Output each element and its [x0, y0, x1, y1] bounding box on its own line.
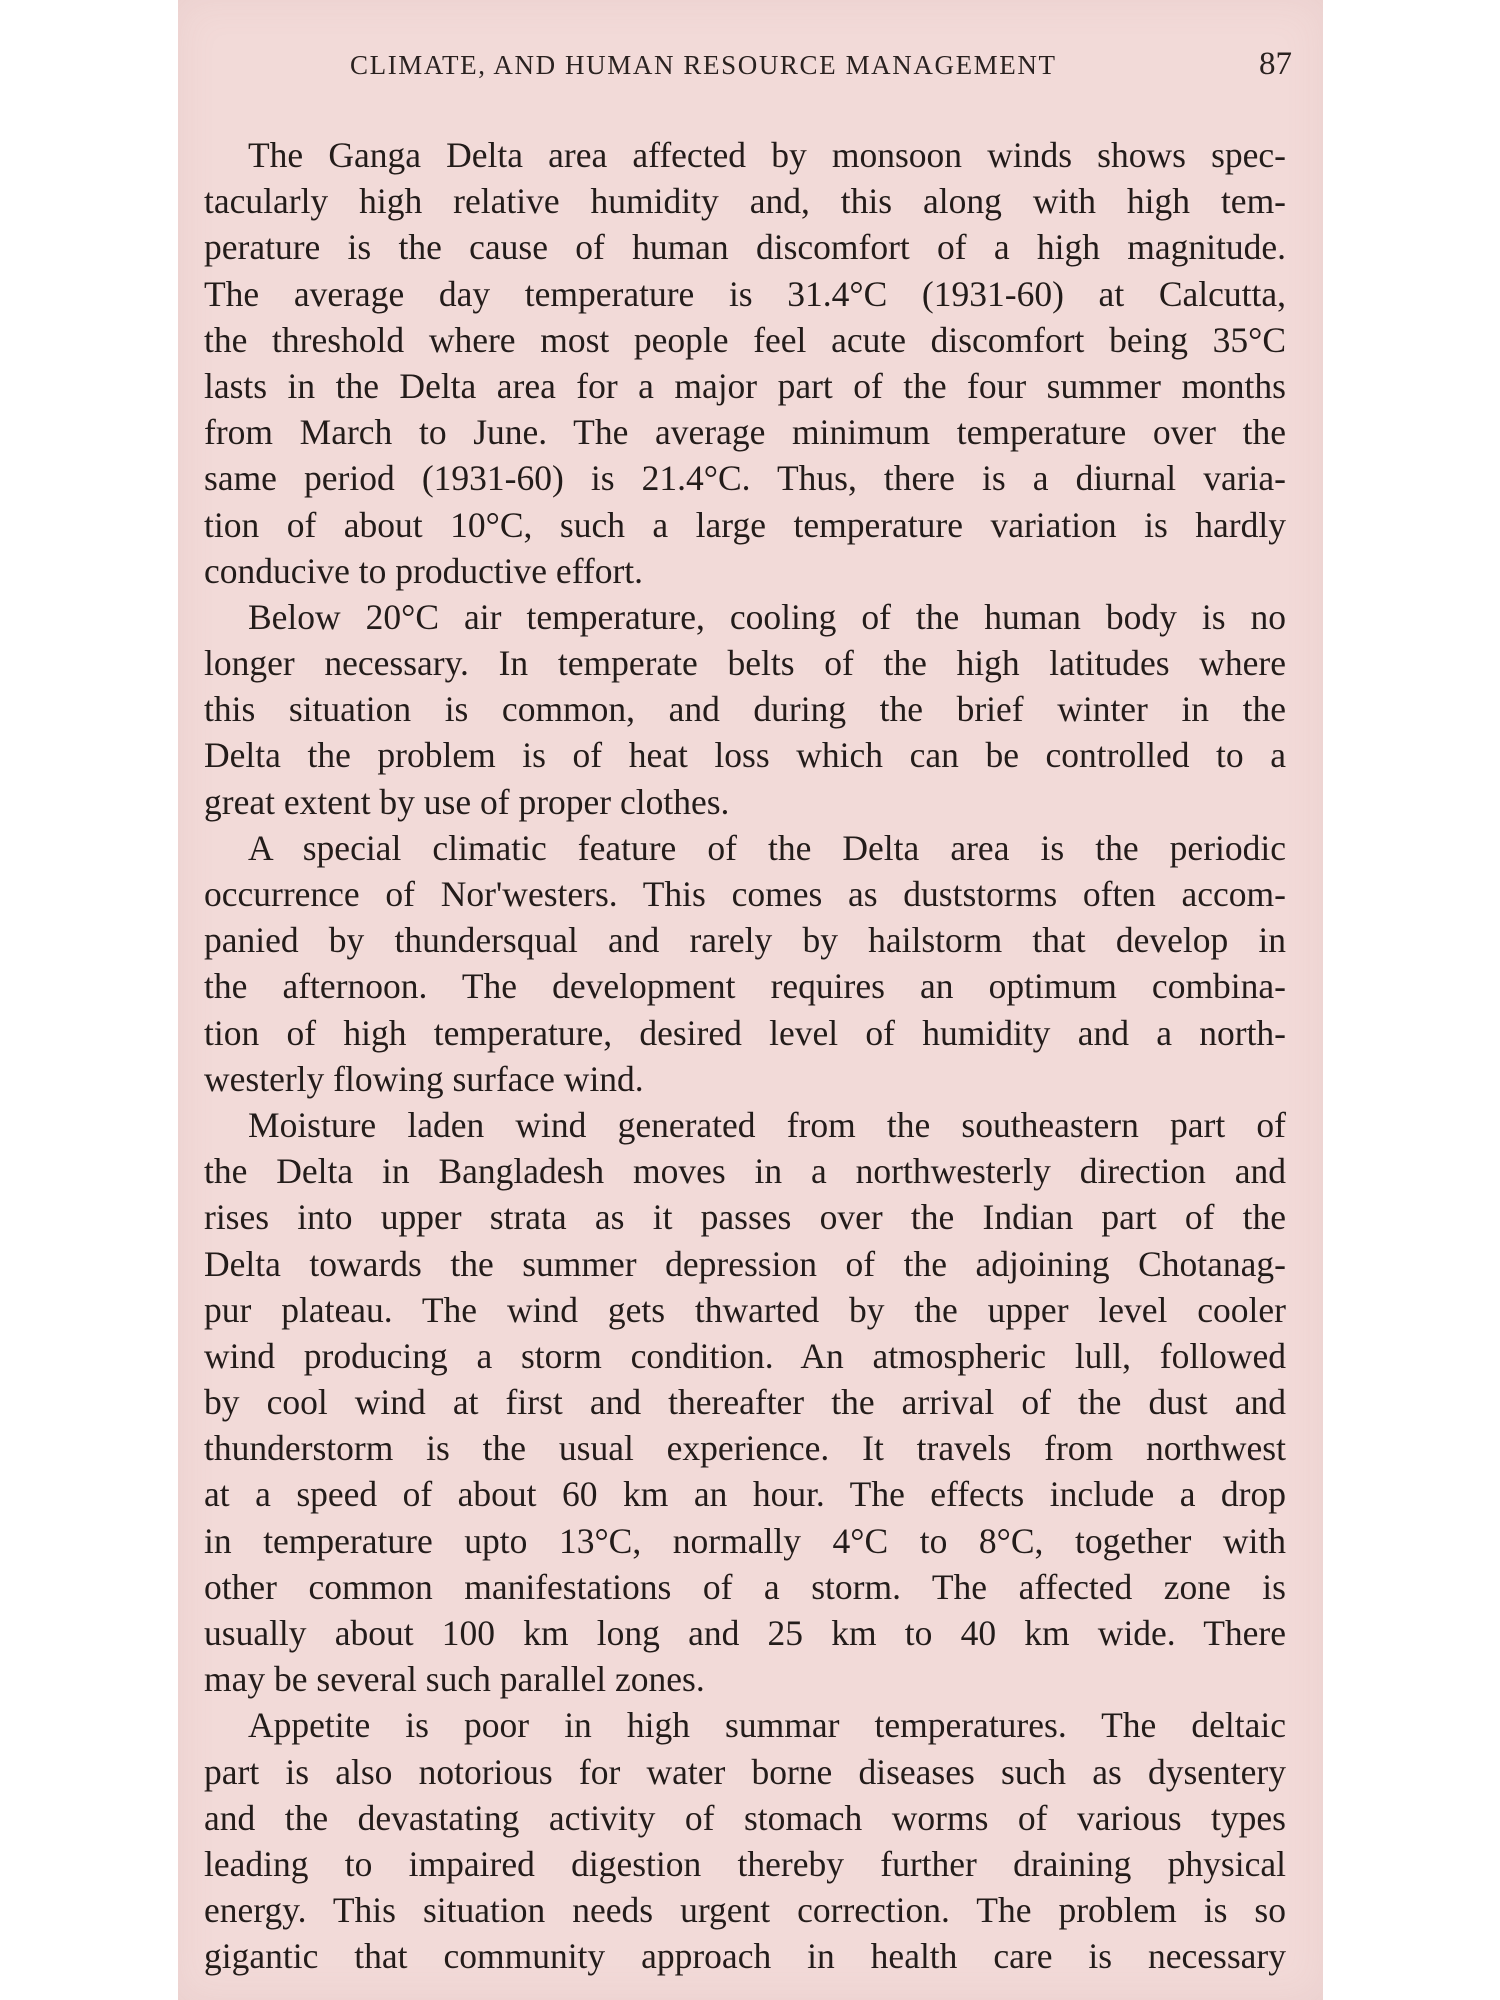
text-line: by cool wind at first and thereafter the arrival of the dust and [204, 1382, 1286, 1423]
text-line: conducive to productive effort. [204, 550, 644, 591]
text-line: energy. This situation needs urgent correction. The problem is so [204, 1890, 1286, 1931]
text-line: Delta the problem is of heat loss which can be controlled to a [204, 735, 1286, 776]
paragraph-5 [204, 1702, 1286, 1979]
text-line: other common manifestations of a storm. The affected zone is [204, 1566, 1286, 1607]
text-line: rises into upper strata as it passes over the Indian part of the [204, 1197, 1286, 1238]
text-line: Moisture laden wind generated from the southeastern part of [248, 1104, 1286, 1145]
paragraph-4 [204, 1102, 1286, 1702]
text-line: The average day temperature is 31.4°C (1931-60) at Calcutta, [204, 273, 1286, 314]
running-header [170, 46, 1292, 86]
paragraph-2 [204, 594, 1286, 825]
text-line: same period (1931-60) is 21.4°C. Thus, there is a diurnal varia- [204, 458, 1286, 499]
text-line: part is also notorious for water borne diseases such as dysentery [204, 1751, 1286, 1792]
text-line: leading to impaired digestion thereby further draining physical [204, 1843, 1286, 1884]
text-line: the threshold where most people feel acute discomfort being 35°C [204, 319, 1286, 360]
text-line: lasts in the Delta area for a major part of the four summer months [204, 365, 1286, 406]
text-line: tacularly high relative humidity and, this along with high tem- [204, 181, 1286, 222]
text-line: and the devastating activity of stomach worms of various types [204, 1797, 1286, 1838]
text-line: in temperature upto 13°C, normally 4°C to 8°C, together with [204, 1520, 1286, 1561]
text-line: longer necessary. In temperate belts of the high latitudes where [204, 643, 1286, 684]
text-line: great extent by use of proper clothes. [204, 781, 730, 822]
text-line: wind producing a storm condition. An atmospheric lull, followed [204, 1335, 1286, 1376]
text-line: gigantic that community approach in health care is necessary [204, 1936, 1286, 1977]
text-line: from March to June. The average minimum temperature over the [204, 412, 1286, 453]
text-line: Below 20°C air temperature, cooling of the human body is no [248, 596, 1286, 637]
text-line: occurrence of Nor'westers. This comes as duststorms often accom- [204, 874, 1286, 914]
page-number: 87 [1259, 46, 1292, 82]
text-line: the Delta in Bangladesh moves in a northwesterly direction and [204, 1151, 1286, 1192]
text-line: at a speed of about 60 km an hour. The effects include a drop [204, 1474, 1286, 1515]
text-line: The Ganga Delta area affected by monsoon winds shows spec- [248, 135, 1286, 175]
text-line: the afternoon. The development requires an optimum combina- [204, 966, 1286, 1007]
text-line: panied by thundersqual and rarely by hailstorm that develop in [204, 920, 1286, 961]
text-line: usually about 100 km long and 25 km to 40 km wide. There [204, 1613, 1286, 1653]
text-line: Delta towards the summer depression of the adjoining Chotanag- [204, 1243, 1286, 1284]
text-line: A special climatic feature of the Delta area is the periodic [248, 827, 1286, 868]
text-line: this situation is common, and during the brief winter in the [204, 689, 1286, 730]
paragraph-3 [204, 825, 1286, 1102]
running-title: CLIMATE, AND HUMAN RESOURCE MANAGEMENT [350, 50, 1057, 80]
text-line: thunderstorm is the usual experience. It travels from northwest [204, 1428, 1286, 1469]
text-line: Appetite is poor in high summar temperatures. The deltaic [248, 1705, 1286, 1746]
text-line: tion of about 10°C, such a large temperature variation is hardly [204, 504, 1286, 545]
body-text [204, 132, 1286, 1980]
text-line: westerly flowing surface wind. [204, 1058, 644, 1099]
text-line: tion of high temperature, desired level of humidity and a north- [204, 1012, 1286, 1053]
text-line: may be several such parallel zones. [204, 1659, 705, 1700]
text-line: perature is the cause of human discomfort of a high magnitude. [204, 227, 1286, 268]
text-line: pur plateau. The wind gets thwarted by the upper level cooler [204, 1289, 1286, 1330]
paragraph-1 [204, 132, 1286, 594]
